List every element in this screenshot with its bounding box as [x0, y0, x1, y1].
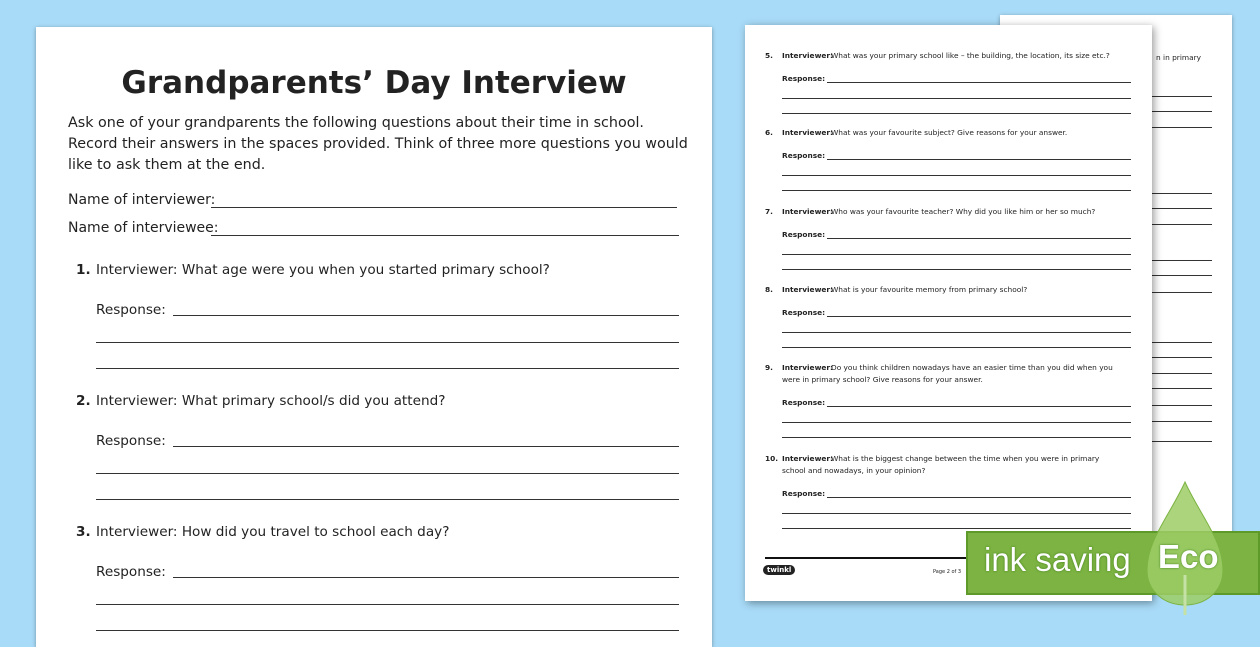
response-line[interactable] — [782, 190, 1131, 191]
response-line[interactable] — [782, 332, 1131, 333]
question-text-cont: were in primary school? Give reasons for your answer. — [782, 375, 983, 384]
response-line[interactable] — [173, 315, 679, 316]
back-page-line — [1152, 357, 1212, 358]
response-line[interactable] — [782, 113, 1131, 114]
back-page-line — [1152, 342, 1212, 343]
back-page-line — [1152, 292, 1212, 293]
response-line[interactable] — [782, 269, 1131, 270]
response-label: Response: — [96, 433, 166, 449]
response-line[interactable] — [827, 82, 1131, 83]
response-line[interactable] — [782, 528, 1131, 529]
response-line[interactable] — [782, 98, 1131, 99]
response-label: Response: — [782, 151, 826, 160]
twinkl-logo: twinkl — [763, 565, 795, 575]
response-line[interactable] — [96, 604, 679, 605]
question-text-cont: school and nowadays, in your opinion? — [782, 466, 926, 475]
question-text: What was your primary school like – the building, the location, its size etc.? — [831, 51, 1110, 60]
response-line[interactable] — [96, 342, 679, 343]
response-label: Response: — [782, 398, 826, 407]
question-text: Interviewer: How did you travel to school each day? — [96, 524, 450, 540]
question-number: 9. — [765, 363, 773, 372]
interviewer-label: Name of interviewer: — [68, 192, 216, 208]
response-line[interactable] — [96, 499, 679, 500]
interviewee-label: Name of interviewee: — [68, 220, 219, 236]
question-text: What was your favourite subject? Give reasons for your answer. — [831, 128, 1068, 137]
question-number: 2. — [76, 393, 91, 409]
page-1 — [36, 27, 712, 647]
response-line[interactable] — [782, 254, 1131, 255]
response-line[interactable] — [782, 175, 1131, 176]
page-number: Page 2 of 3 — [933, 569, 962, 575]
response-line[interactable] — [96, 368, 679, 369]
response-line[interactable] — [827, 497, 1131, 498]
question-lead: Interviewer: — [782, 363, 834, 372]
question-number: 3. — [76, 524, 91, 540]
question-lead: Interviewer: — [782, 207, 834, 216]
partial-text: n in primary — [1156, 53, 1202, 62]
back-page-line — [1152, 224, 1212, 225]
response-line[interactable] — [173, 577, 679, 578]
response-line[interactable] — [96, 630, 679, 631]
question-lead: Interviewer: — [782, 51, 834, 60]
page-2 — [745, 25, 1152, 601]
back-page-line — [1152, 96, 1212, 97]
back-page-line — [1152, 373, 1212, 374]
question-number: 10. — [765, 454, 779, 463]
response-line[interactable] — [782, 422, 1131, 423]
back-page-line — [1152, 208, 1212, 209]
question-number: 6. — [765, 128, 773, 137]
response-label: Response: — [782, 308, 826, 317]
eco-label: Eco — [1158, 538, 1219, 575]
response-line[interactable] — [173, 446, 679, 447]
question-number: 5. — [765, 51, 773, 60]
response-label: Response: — [96, 302, 166, 318]
back-page-line — [1152, 127, 1212, 128]
response-label: Response: — [782, 230, 826, 239]
question-text: Interviewer: What age were you when you started primary school? — [96, 262, 550, 278]
interviewee-field[interactable] — [211, 235, 679, 236]
response-line[interactable] — [827, 406, 1131, 407]
response-line[interactable] — [827, 316, 1131, 317]
back-page-line — [1152, 260, 1212, 261]
question-lead: Interviewer: — [782, 285, 834, 294]
response-label: Response: — [96, 564, 166, 580]
question-lead: Interviewer: — [782, 454, 834, 463]
question-text: What is the biggest change between the time when you were in primary — [831, 454, 1100, 463]
page-title: Grandparents’ Day Interview — [121, 65, 627, 101]
question-text: What is your favourite memory from primary school? — [831, 285, 1028, 294]
response-line[interactable] — [782, 513, 1131, 514]
response-line[interactable] — [782, 437, 1131, 438]
back-page-line — [1152, 441, 1212, 442]
response-line[interactable] — [782, 347, 1131, 348]
interviewer-field[interactable] — [211, 207, 677, 208]
question-number: 7. — [765, 207, 773, 216]
back-page-line — [1152, 111, 1212, 112]
back-page-line — [1152, 388, 1212, 389]
question-text: Interviewer: What primary school/s did you attend? — [96, 393, 446, 409]
question-lead: Interviewer: — [782, 128, 834, 137]
back-page-line — [1152, 275, 1212, 276]
response-line[interactable] — [827, 238, 1131, 239]
back-page-line — [1152, 193, 1212, 194]
back-page-line — [1152, 421, 1212, 422]
response-line[interactable] — [827, 159, 1131, 160]
ink-saving-label: ink saving — [984, 541, 1131, 578]
back-page-line — [1152, 405, 1212, 406]
question-number: 8. — [765, 285, 773, 294]
response-label: Response: — [782, 74, 826, 83]
question-text: Who was your favourite teacher? Why did you like him or her so much? — [831, 207, 1096, 216]
response-label: Response: — [782, 489, 826, 498]
question-number: 1. — [76, 262, 91, 278]
response-line[interactable] — [96, 473, 679, 474]
intro-text: Ask one of your grandparents the following questions about their time in school. Record their answers in the spaces provided. Think of three more questions you would like to ask them at the end. — [68, 115, 688, 173]
question-text: Do you think children nowadays have an easier time than you did when you — [831, 363, 1113, 372]
